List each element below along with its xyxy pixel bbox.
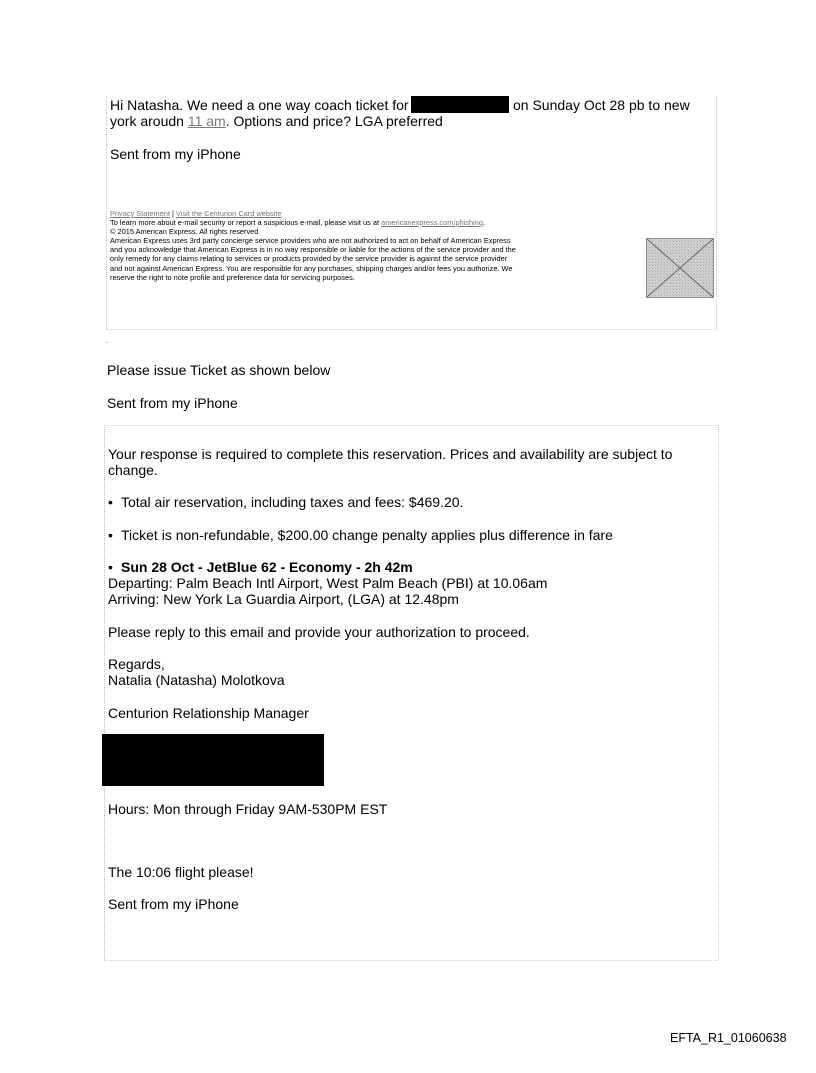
email3-bottom-border: [104, 960, 718, 961]
email2-signature: Sent from my iPhone: [107, 395, 238, 411]
hours: Hours: Mon through Friday 9AM-530PM EST: [108, 801, 388, 817]
ticket-bullet: [108, 527, 613, 543]
disclaimer-line-2: and you acknowledge that American Express is in no way responsible or liable for the actions of the service provider and the: [110, 245, 516, 254]
email1-line2-after: . Options and price? LGA preferred: [225, 113, 443, 129]
email3-left-border: [104, 425, 105, 960]
intro-line-2: change.: [108, 462, 158, 478]
email1-line1-before: Hi Natasha. We need a one way coach ticket for: [110, 97, 409, 113]
security-period: .: [482, 218, 486, 227]
phishing-link[interactable]: americanexpress.com/phishing: [381, 218, 483, 227]
email1-bottom-border: [106, 329, 716, 330]
stray-dot: .: [106, 336, 109, 345]
copyright: © 2015 American Express. All rights reserved: [110, 227, 259, 236]
email3-right-border: [718, 425, 719, 960]
total-text: Total air reservation, including taxes and fees: $469.20.: [121, 494, 464, 510]
time-link[interactable]: 11 am: [187, 113, 226, 129]
disclaimer-line-5: reserve the right to note profile and preference data for servicing purposes.: [110, 273, 355, 282]
email4-signature: Sent from my iPhone: [108, 896, 239, 912]
email1-signature: Sent from my iPhone: [110, 146, 241, 162]
email1-line2-before: york aroudn: [110, 113, 188, 129]
email2-body: Please issue Ticket as shown below: [107, 362, 331, 378]
footer-separator: |: [169, 209, 177, 218]
disclaimer-line-3: only remedy for any claims relating to services or products provided by the service provider is against the service provider: [110, 254, 508, 263]
disclaimer-line-1: American Express uses 3rd party concierge service providers who are not authorized to act on behalf of American Express: [110, 236, 511, 245]
bullet-icon: •: [108, 559, 113, 575]
arriving-line: Arriving: New York La Guardia Airport, (LGA) at 12.48pm: [108, 591, 459, 607]
email4-body: The 10:06 flight please!: [108, 864, 254, 880]
sender-name: Natalia (Natasha) Molotkova: [108, 672, 285, 688]
departing-line: Departing: Palm Beach Intl Airport, West Palm Beach (PBI) at 10.06am: [108, 575, 548, 591]
email3-top-border: [104, 425, 718, 426]
security-text: To learn more about e-mail security or report a suspicious e-mail, please visit us at: [110, 218, 382, 227]
email1-line2: [110, 113, 443, 129]
flight-bullet: [108, 559, 413, 575]
reply-instruction: Please reply to this email and provide your authorization to proceed.: [108, 624, 530, 640]
redaction-block: [411, 96, 509, 113]
total-bullet: [108, 494, 463, 510]
email1-line1: [110, 97, 409, 113]
redaction-block: [102, 734, 324, 786]
email1-left-border: [106, 96, 107, 329]
footer-links: [110, 209, 281, 218]
centurion-card-link[interactable]: Visit the Centurion Card website: [176, 209, 282, 218]
privacy-statement-link[interactable]: Privacy Statement: [110, 209, 170, 218]
email1-right-border: [716, 96, 717, 329]
ticket-text: Ticket is non-refundable, $200.00 change penalty applies plus difference in fare: [121, 527, 613, 543]
bullet-icon: •: [108, 494, 113, 510]
security-line: [110, 218, 485, 227]
bullet-icon: •: [108, 527, 113, 543]
disclaimer-line-4: and not against American Express. You are responsible for any purchases, shipping charges and/or fees you authorize. We: [110, 264, 513, 273]
broken-image-icon: [646, 238, 714, 298]
sender-title: Centurion Relationship Manager: [108, 705, 309, 721]
intro-line-1: Your response is required to complete this reservation. Prices and availability are subject to: [108, 446, 673, 462]
email1-line1-after: on Sunday Oct 28 pb to new: [513, 97, 690, 113]
flight-heading: Sun 28 Oct - JetBlue 62 - Economy - 2h 42m: [121, 559, 413, 575]
document-id: EFTA_R1_01060638: [670, 1031, 787, 1045]
regards: Regards,: [108, 656, 165, 672]
